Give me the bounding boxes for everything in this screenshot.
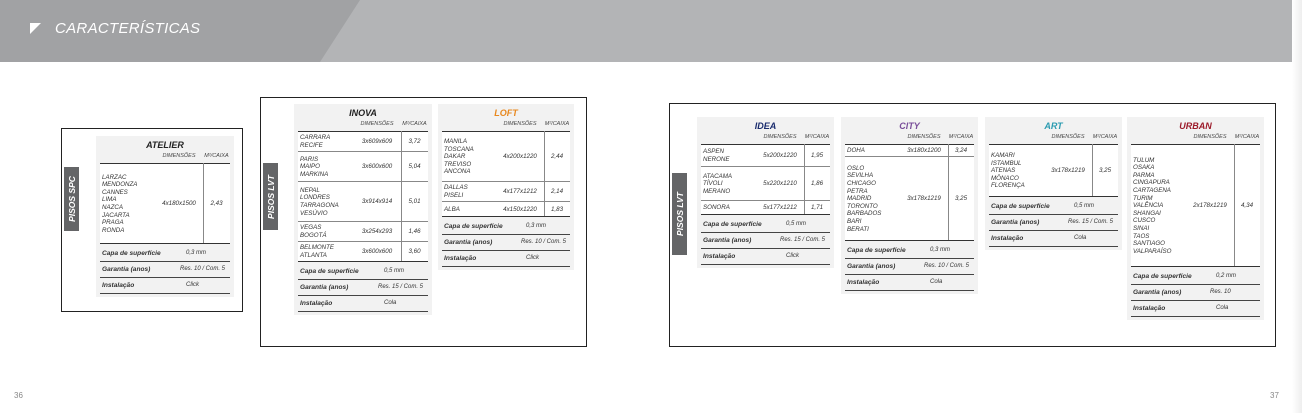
column-header-quantity: M²/CAIXA (1234, 134, 1260, 140)
table-row (298, 221, 428, 242)
spec-label: Instalação (1133, 305, 1166, 312)
spec-installation (442, 250, 570, 267)
row-dimensions: 5x177x1212 (763, 204, 797, 211)
table-row (298, 241, 428, 262)
row-quantity: 1,95 (810, 152, 824, 159)
card-idea (697, 117, 834, 268)
spec-surface (442, 218, 570, 235)
column-header-dimensions: DIMENSÕES (907, 134, 941, 140)
row-dimensions: 3x914x914 (361, 198, 393, 205)
table-bottom-rule (701, 214, 830, 215)
column-divider (948, 144, 949, 240)
card-title: ATELIER (146, 140, 184, 150)
column-header-dimensions: DIMENSÕES (360, 121, 394, 127)
product-table (442, 131, 570, 216)
spec-warranty (1131, 284, 1260, 301)
column-header-quantity: M²/CAIXA (402, 121, 427, 127)
spec-label: Capa de superfície (444, 223, 503, 230)
spec-installation (701, 248, 830, 265)
spec-installation (298, 295, 428, 312)
column-divider (203, 163, 204, 243)
column-header-dimensions: DIMENSÕES (1193, 134, 1227, 140)
table-bottom-rule (298, 261, 428, 262)
spec-label: Capa de superfície (300, 268, 359, 275)
row-models: VEGAS BOGOTÁ (300, 224, 327, 239)
header-title: CARACTERÍSTICAS (55, 20, 201, 37)
column-divider (1234, 144, 1235, 266)
card-city (841, 117, 978, 294)
row-models: CARRARA RECIFE (300, 134, 331, 149)
page-edge (1292, 0, 1302, 413)
spec-warranty (442, 234, 570, 251)
card-loft (438, 104, 574, 270)
spec-value: 0,5 mm (1074, 203, 1095, 209)
spec-label: Instalação (991, 235, 1024, 242)
spec-value: Cola (384, 300, 397, 306)
card-urban (1127, 117, 1264, 320)
column-headers (294, 120, 432, 130)
spec-label: Instalação (444, 255, 477, 262)
column-headers (438, 120, 574, 130)
card-atelier (96, 136, 234, 297)
page-number-right: 37 (1270, 391, 1279, 400)
row-quantity: 3,25 (954, 195, 968, 202)
spec-value: Res. 10 / Com. 5 (180, 266, 226, 272)
spec-label: Instalação (300, 300, 333, 307)
row-quantity: 3,25 (1098, 167, 1112, 174)
spec-installation (845, 274, 974, 291)
row-models: DOHA (847, 147, 865, 155)
spec-value: 0,3 mm (526, 223, 547, 229)
table-bottom-rule (845, 240, 974, 241)
spec-warranty (298, 279, 428, 296)
row-quantity: 3,24 (954, 147, 968, 154)
spec-value: Res. 15 / Com. 5 (780, 237, 826, 243)
column-divider (1092, 144, 1093, 196)
row-quantity: 1,83 (550, 205, 564, 213)
row-quantity: 5,04 (408, 163, 421, 170)
spec-value: Res. 10 (1210, 289, 1231, 295)
spec-installation (989, 230, 1118, 247)
row-dimensions: 3x600x600 (361, 248, 393, 255)
spec-surface (100, 245, 230, 262)
spec-value: Res. 10 / Com. 5 (521, 239, 567, 245)
card-title: CITY (899, 121, 920, 131)
card-inova (294, 104, 432, 315)
row-quantity: 1,71 (810, 204, 824, 211)
column-header-quantity: M²/CAIXA (948, 134, 974, 140)
spec-surface (298, 263, 428, 280)
column-header-quantity: M²/CAIXA (804, 134, 830, 140)
column-headers (985, 133, 1122, 143)
spec-value: 0,5 mm (384, 268, 405, 274)
page-number-left: 36 (14, 391, 23, 400)
column-header-quantity: M²/CAIXA (1092, 134, 1118, 140)
spec-surface (701, 216, 830, 233)
product-table (100, 163, 230, 243)
product-table (845, 144, 974, 240)
table-row (845, 156, 974, 241)
spec-label: Garantia (anos) (1133, 289, 1182, 296)
page-header (0, 0, 1302, 62)
row-models: NEPAL LONDRES TARRAGONA VESÚVIO (300, 186, 339, 217)
card-title: IDEA (754, 121, 777, 131)
tab-pisos-lvt-left: PISOS LVT (263, 163, 278, 230)
spec-surface (1131, 268, 1260, 285)
spec-warranty (845, 258, 974, 275)
spec-value: 0,2 mm (1216, 273, 1237, 279)
spec-label: Garantia (anos) (102, 266, 151, 273)
row-dimensions: 4x177x1212 (503, 188, 537, 195)
product-table (298, 131, 428, 261)
table-row (1131, 144, 1260, 267)
spec-label: Capa de superfície (1133, 273, 1192, 280)
spec-label: Garantia (anos) (991, 219, 1040, 226)
spec-value: Res. 10 / Com. 5 (924, 263, 970, 269)
column-header-quantity: M²/CAIXA (544, 121, 570, 127)
spec-installation (100, 277, 230, 294)
column-header-dimensions: DIMENSÕES (503, 121, 537, 127)
card-art (985, 117, 1122, 250)
product-table (1131, 144, 1260, 266)
column-header-dimensions: DIMENSÕES (763, 134, 797, 140)
row-models: ALBA (444, 205, 460, 213)
spec-label: Instalação (102, 282, 135, 289)
column-headers (96, 152, 234, 162)
spec-label: Garantia (anos) (703, 237, 752, 244)
table-row (442, 181, 570, 202)
spec-label: Capa de superfície (703, 221, 762, 228)
table-bottom-rule (1131, 266, 1260, 267)
tab-pisos-spc: PISOS SPC (64, 167, 79, 231)
row-quantity: 1,86 (810, 180, 824, 187)
table-bottom-rule (442, 216, 570, 217)
table-row (298, 131, 428, 152)
table-row (298, 151, 428, 182)
spec-value: Res. 15 / Com. 5 (378, 284, 424, 290)
spec-label: Garantia (anos) (847, 263, 896, 270)
column-headers (1127, 133, 1264, 143)
row-dimensions: 4x200x1220 (503, 153, 537, 160)
row-dimensions: 5x200x1220 (763, 152, 797, 159)
spec-warranty (989, 214, 1118, 231)
spec-label: Garantia (anos) (444, 239, 493, 246)
spec-value: Cola (1074, 235, 1087, 241)
table-row (442, 201, 570, 217)
spec-label: Capa de superfície (847, 247, 906, 254)
spec-value: Cola (1216, 305, 1229, 311)
spec-warranty (100, 261, 230, 278)
row-quantity: 3,60 (408, 248, 421, 255)
card-title: LOFT (494, 108, 518, 118)
spec-value: Cola (930, 279, 943, 285)
spec-surface (845, 242, 974, 259)
row-quantity: 5,01 (408, 198, 421, 205)
spec-surface (989, 198, 1118, 215)
row-models: SONORA (703, 204, 730, 212)
column-headers (697, 133, 834, 143)
spec-label: Instalação (703, 253, 736, 260)
table-row (701, 166, 830, 201)
row-models: DALLAS PISELI (444, 184, 468, 199)
spec-value: Click (786, 253, 799, 259)
spec-label: Instalação (847, 279, 880, 286)
spec-value: Click (526, 255, 539, 261)
row-dimensions: 3x180x1200 (907, 147, 941, 154)
spec-warranty (701, 232, 830, 249)
card-title: URBAN (1179, 121, 1212, 131)
row-models: BELMONTE ATLANTA (300, 244, 335, 259)
table-row (442, 131, 570, 182)
row-models: ATACAMA TÍVOLI MERANO (703, 172, 732, 195)
spec-label: Garantia (anos) (300, 284, 349, 291)
row-dimensions: 3x254x293 (361, 228, 393, 235)
row-models: TULUM OSAKA PARMA CINGAPURA CARTAGENA TURIM VALÊNCIA SHANGAI CUSCO SINAI TAOS SANTIAGO VALPARAÍSO (1133, 156, 1172, 255)
row-dimensions: 3x178x1219 (907, 195, 941, 202)
column-header-dimensions: DIMENSÕES (162, 153, 196, 159)
product-table (701, 144, 830, 214)
spec-value: 0,3 mm (186, 250, 207, 256)
row-models: OSLO SEVILHA CHICAGO PETRA MADRID TORONTO BARBADOS BARI BERATI (847, 164, 882, 233)
row-quantity: 2,44 (550, 153, 564, 160)
card-title: ART (1044, 121, 1063, 131)
row-dimensions: 3x609x609 (361, 138, 393, 145)
row-quantity: 3,72 (408, 138, 421, 145)
row-quantity: 2,14 (550, 188, 564, 195)
row-dimensions: 3x600x600 (361, 163, 393, 170)
row-models: ASPEN NERONE (703, 148, 730, 163)
spec-value: Click (186, 282, 199, 288)
row-quantity: 1,46 (408, 228, 421, 235)
table-bottom-rule (989, 196, 1118, 197)
row-quantity: 2,43 (210, 200, 223, 207)
table-row (989, 144, 1118, 197)
row-models: LARZAC MENDONZA CANNES LIMA NAZCA JACARTA PRAGA RONDA (102, 173, 138, 234)
row-dimensions: 5x220x1210 (763, 180, 797, 187)
table-row (701, 200, 830, 215)
row-models: KAMARI ISTAMBUL ATENAS MÔNACO FLORENÇA (991, 152, 1025, 190)
spec-label: Capa de superfície (991, 203, 1050, 210)
table-row (701, 144, 830, 167)
spec-label: Capa de superfície (102, 250, 161, 257)
spec-value: Res. 15 / Com. 5 (1068, 219, 1114, 225)
row-models: MANILA TOSCANA DAKAR TREVISO ANCONA (444, 138, 474, 176)
row-models: PARIS MAIPO MARKINA (300, 155, 329, 178)
table-row (100, 163, 230, 244)
product-table (989, 144, 1118, 196)
column-header-dimensions: DIMENSÕES (1051, 134, 1085, 140)
row-dimensions: 4x180x1500 (162, 200, 196, 207)
column-divider (544, 131, 545, 216)
column-divider (804, 144, 805, 214)
triangle-icon (30, 23, 41, 34)
spec-value: 0,5 mm (786, 221, 807, 227)
column-header-quantity: M²/CAIXA (204, 153, 229, 159)
card-title: INOVA (349, 108, 377, 118)
row-dimensions: 4x150x1220 (503, 205, 537, 213)
table-row (298, 181, 428, 222)
column-headers (841, 133, 978, 143)
spec-value: 0,3 mm (930, 247, 951, 253)
tab-pisos-lvt-right: PISOS LVT (672, 173, 687, 255)
row-quantity: 4,34 (1240, 202, 1254, 209)
row-dimensions: 3x178x1219 (1051, 167, 1085, 174)
row-dimensions: 2x178x1219 (1193, 202, 1227, 209)
column-divider (401, 131, 402, 261)
table-bottom-rule (100, 243, 230, 244)
spec-installation (1131, 300, 1260, 317)
